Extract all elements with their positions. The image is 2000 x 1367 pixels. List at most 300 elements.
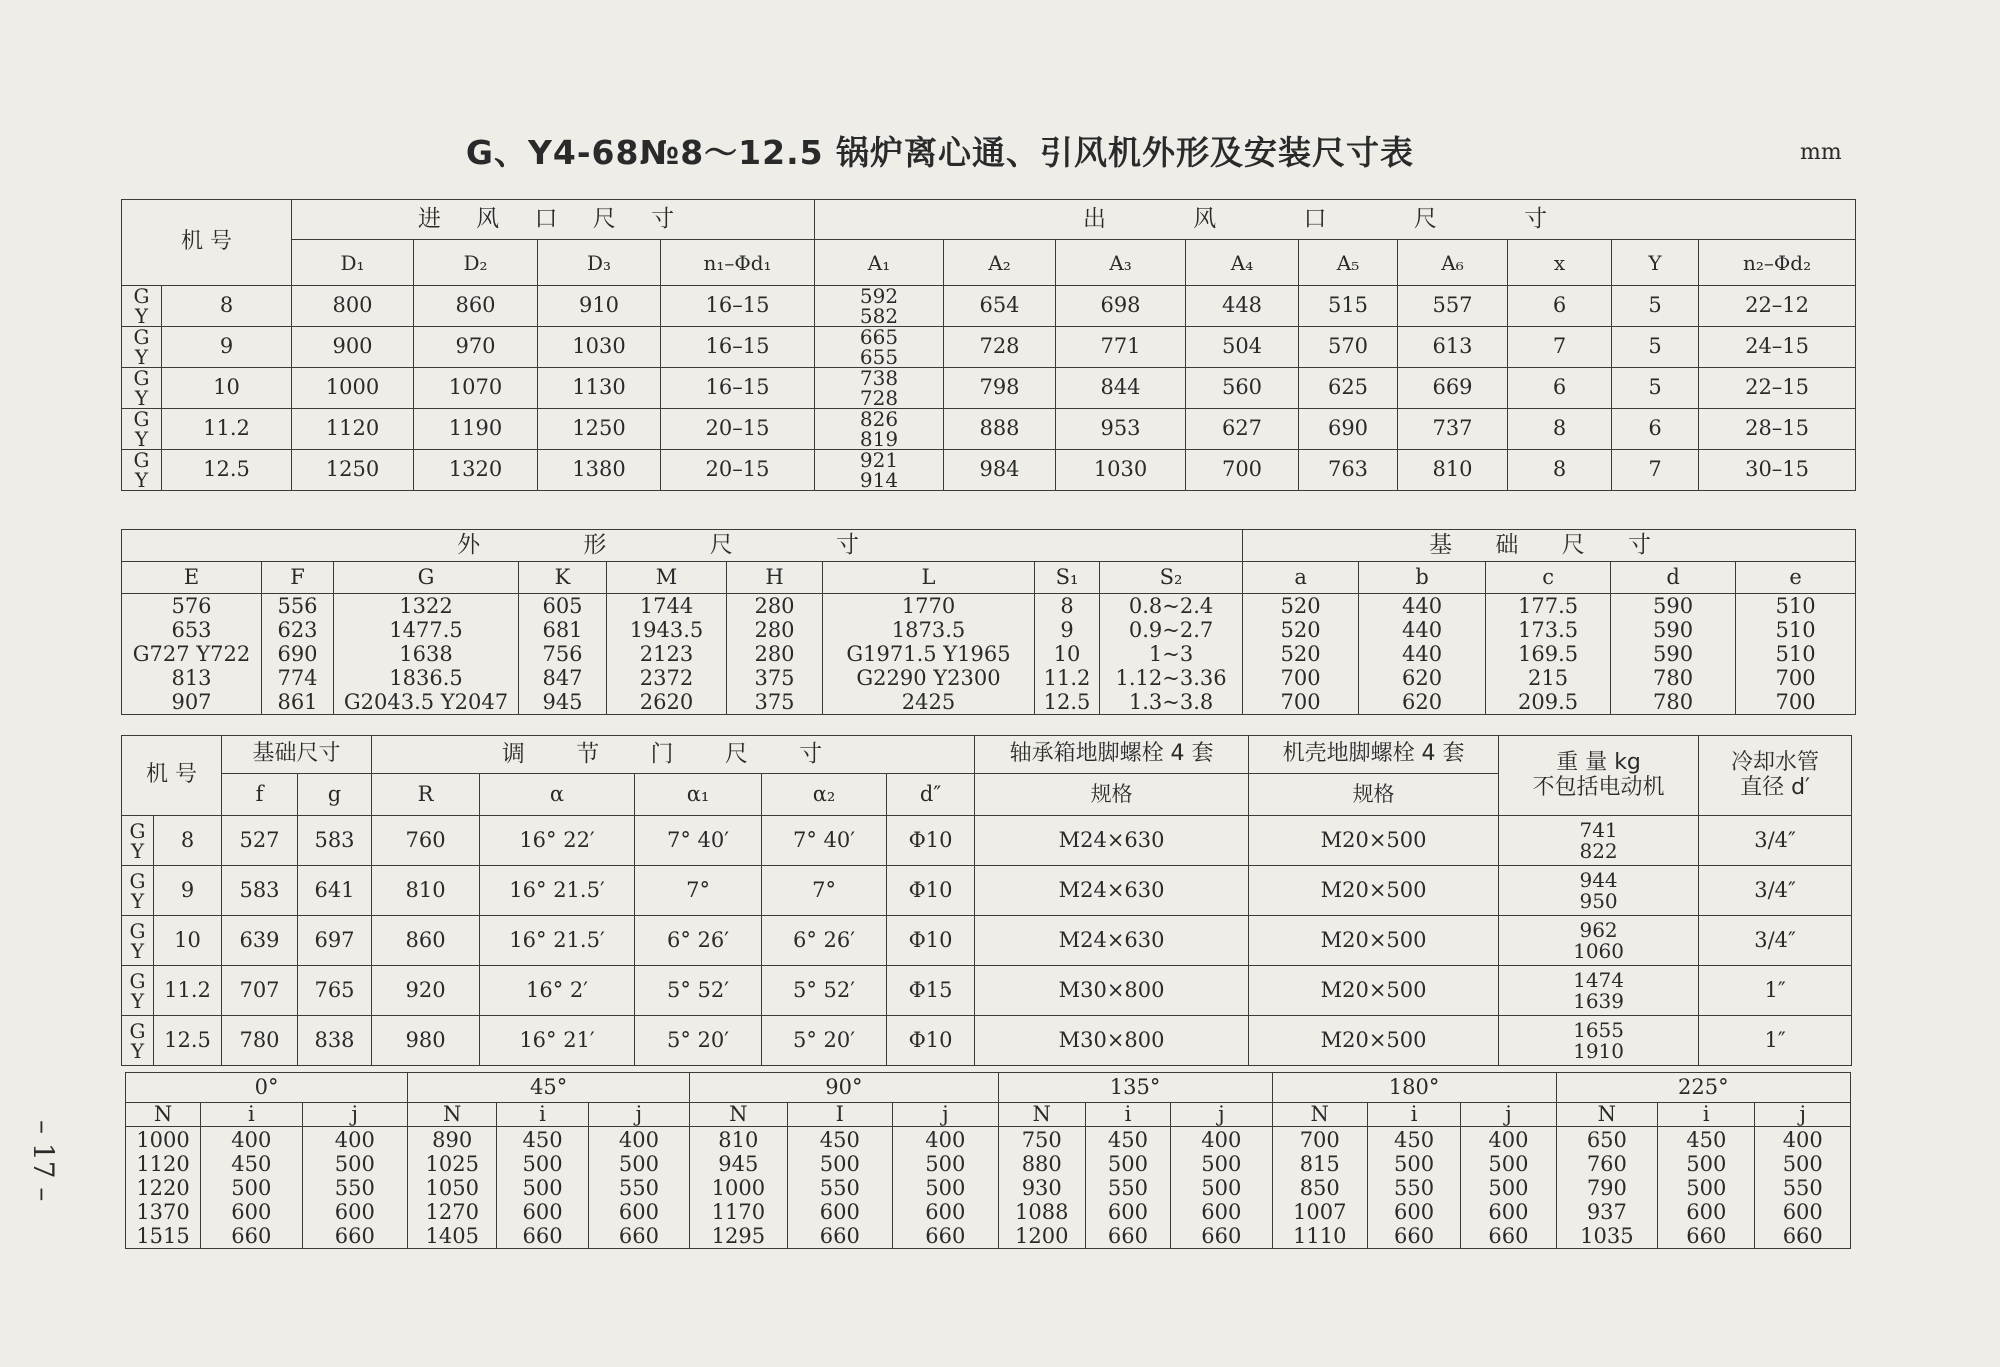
header-foundation: 基础尺寸 [222,736,372,774]
table-cell: 8 [1508,409,1612,450]
table-cell: Φ10 [887,816,975,866]
col-header: E [122,562,262,594]
table-column-values [1611,594,1736,715]
table-cell: 760 [372,816,480,866]
table-cell: 10 [1053,642,1081,666]
table-cell: 741 822 [1499,816,1699,866]
table-cell: 1515 [136,1223,190,1248]
col-header: D₂ [414,240,538,286]
table-cell: 1250 [538,409,661,450]
col-header: A₁ [815,240,944,286]
gy-cell: G Y [122,866,154,916]
table-column-values [588,1127,689,1249]
table-cell: 707 [222,966,298,1016]
table-cell: 1295 [711,1223,766,1248]
table-cell: 771 [1056,327,1186,368]
header-damper: 调 节 门 尺 寸 [372,736,975,774]
header-casing-bolts: 机壳地脚螺栓 4 套 [1249,736,1499,774]
table-cell: 813 [171,666,212,690]
table-cell: 22–15 [1699,368,1856,409]
table-cell: 400 [925,1127,966,1152]
table-cell: G2043.5 Y2047 [343,690,509,714]
table-cell: 173.5 [1518,618,1579,642]
table-cell: 625 [1299,368,1398,409]
table-cell: 1322 [399,594,453,618]
table-cell: 1088 [1015,1199,1069,1224]
header-outer-dims: 外 形 尺 寸 [122,530,1243,562]
table-cell: 177.5 [1518,594,1579,618]
table-cell: M20×500 [1249,866,1499,916]
table-cell: G2290 Y2300 [856,666,1001,690]
table-cell: 737 [1398,409,1508,450]
table-cell: 790 [1586,1175,1627,1200]
table-cell: 738 728 [815,368,944,409]
table-cell: 280 [754,618,795,642]
table-cell: 697 [298,916,372,966]
header-cooling-pipe: 冷却水管 直径 d′ [1699,736,1852,816]
table-cell: 600 [1394,1199,1435,1224]
table-cell: 6 [1508,286,1612,327]
table-cell: 930 [1021,1175,1062,1200]
table-cell: 6 [1508,368,1612,409]
col-header: N [126,1103,201,1127]
table-cell: 550 [1782,1175,1823,1200]
table-cell: M24×630 [975,916,1249,966]
table-cell: 937 [1586,1199,1627,1224]
table-cell: 669 [1398,368,1508,409]
table-cell: 500 [1394,1151,1435,1176]
table-cell: 860 [414,286,538,327]
table-cell: 450 [819,1127,860,1152]
table-cell: 698 [1056,286,1186,327]
table-row [122,916,1852,966]
table-column-values [1367,1127,1460,1249]
table-cell: 600 [1107,1199,1149,1224]
table-cell: 450 [1394,1127,1435,1152]
gy-cell: G Y [122,327,162,368]
table-cell: 2123 [639,642,694,666]
table-cell: 1035 [1580,1223,1634,1248]
table-cell: M30×800 [975,1016,1249,1066]
table-cell: 1250 [292,450,414,491]
table-cell: 400 [1201,1127,1242,1152]
table-cell: 448 [1186,286,1299,327]
table-cell: 500 [1782,1151,1823,1176]
gy-cell: G Y [122,966,154,1016]
table-cell: 838 [298,1016,372,1066]
table-cell: 907 [171,690,212,714]
table-cell: 641 [298,866,372,916]
table-cell: 8 [1508,450,1612,491]
col-header: j [1461,1103,1556,1127]
table-cell: 605 [542,594,583,618]
table-cell: 550 [618,1175,659,1200]
angle-header: 225° [1556,1073,1850,1103]
table-cell: 780 [1653,690,1694,714]
col-header: G [334,562,519,594]
table-cell: 504 [1186,327,1299,368]
table-cell: 280 [754,594,795,618]
table-cell: 660 [1782,1223,1823,1248]
table-cell: 1370 [136,1199,190,1224]
col-header: n₂–Φd₂ [1699,240,1856,286]
angle-header: 180° [1272,1073,1556,1103]
table-cell: 1110 [1293,1223,1347,1248]
table-cell: 9 [1060,618,1074,642]
table-cell: 30–15 [1699,450,1856,491]
table-cell: 1120 [136,1151,190,1176]
col-header: b [1359,562,1486,594]
table-row [122,286,1856,327]
inlet-outlet-table [121,199,1856,491]
table-cell: 576 [171,594,212,618]
table-cell: 2425 [901,690,956,714]
table-cell: 653 [171,618,212,642]
col-header: x [1508,240,1612,286]
table-cell: 810 [1398,450,1508,491]
table-cell: 375 [754,666,795,690]
table-cell: 810 [372,866,480,916]
model-number: 8 [154,816,222,866]
gy-cell: G Y [122,409,162,450]
table-cell: 660 [1201,1223,1242,1248]
table-cell: 6° 26′ [762,916,887,966]
col-header: c [1486,562,1611,594]
table-cell: 660 [231,1223,272,1248]
table-cell: 600 [618,1199,659,1224]
table-cell: M20×500 [1249,816,1499,866]
table-cell: 900 [292,327,414,368]
table-cell: 681 [542,618,583,642]
col-header: i [201,1103,302,1127]
table-cell: 600 [819,1199,860,1224]
table-column-values [823,594,1035,715]
table-cell: 440 [1402,642,1443,666]
table-cell: M20×500 [1249,966,1499,1016]
table-row [122,816,1852,866]
table-column-values [998,1127,1085,1249]
table-cell: 500 [231,1175,272,1200]
gy-cell: G Y [122,368,162,409]
table-cell: 728 [944,327,1056,368]
table-cell: 600 [1782,1199,1823,1224]
table-column-values [201,1127,302,1249]
table-cell: 760 [1586,1151,1627,1176]
table-cell: M20×500 [1249,1016,1499,1066]
col-header: S₂ [1100,562,1243,594]
table-cell: 500 [1488,1175,1529,1200]
table-cell: 500 [522,1151,563,1176]
table-cell: 7° [762,866,887,916]
table-cell: 16–15 [661,286,815,327]
table-cell: 400 [618,1127,659,1152]
table-cell: 440 [1402,618,1443,642]
table-cell: 1050 [425,1175,479,1200]
table-cell: 20–15 [661,409,815,450]
col-header: D₁ [292,240,414,286]
table-cell: 962 1060 [1499,916,1699,966]
col-header: A₂ [944,240,1056,286]
table-cell: 440 [1402,594,1443,618]
table-cell: 1007 [1293,1199,1347,1224]
col-header: j [1755,1103,1851,1127]
table-cell: 660 [618,1223,659,1248]
table-cell: 22–12 [1699,286,1856,327]
table-cell: 623 [277,618,318,642]
table-cell: 557 [1398,286,1508,327]
table-column-values [1035,594,1100,715]
table-cell: 1380 [538,450,661,491]
col-header: S₁ [1035,562,1100,594]
table-cell: 375 [754,690,795,714]
table-cell: 280 [754,642,795,666]
table-cell: 600 [925,1199,966,1224]
table-cell: 880 [1021,1151,1062,1176]
table-cell: 500 [1201,1175,1242,1200]
damper-bolt-table [121,735,1852,1066]
table-cell: 800 [292,286,414,327]
table-cell: M24×630 [975,816,1249,866]
table-cell: 6 [1612,409,1699,450]
table-cell: 500 [522,1175,563,1200]
table-cell: 5 [1612,327,1699,368]
table-cell: 654 [944,286,1056,327]
table-cell: 1836.5 [389,666,463,690]
table-column-values [1658,1127,1755,1249]
table-cell: 1025 [425,1151,479,1176]
table-cell: 600 [1488,1199,1529,1224]
col-header: g [298,774,372,816]
table-cell: 756 [542,642,583,666]
table-cell: 5° 52′ [635,966,762,1016]
table-row [122,866,1852,916]
table-cell: 1170 [711,1199,766,1224]
table-cell: 16° 21.5′ [480,866,635,916]
gy-cell: G Y [122,450,162,491]
table-cell: 7° 40′ [635,816,762,866]
table-cell: 1200 [1015,1223,1069,1248]
gy-cell: G Y [122,1016,154,1066]
model-number: 12.5 [154,1016,222,1066]
table-column-values [787,1127,893,1249]
col-header: N [690,1103,787,1127]
table-column-values [519,594,607,715]
table-cell: 639 [222,916,298,966]
table-cell: 650 [1586,1127,1627,1152]
table-cell: 945 [542,690,583,714]
table-cell: 400 [1488,1127,1529,1152]
table-cell: 450 [522,1127,563,1152]
model-number: 11.2 [162,409,292,450]
table-column-values [334,594,519,715]
table-column-values [1243,594,1359,715]
table-cell: G1971.5 Y1965 [846,642,1011,666]
table-cell: 700 [1280,666,1321,690]
table-cell: 515 [1299,286,1398,327]
table-cell: 500 [1201,1151,1242,1176]
table-cell: 550 [1394,1175,1435,1200]
table-cell: 1030 [538,327,661,368]
table-cell: 5 [1612,368,1699,409]
model-number: 12.5 [162,450,292,491]
table-cell: 660 [1488,1223,1529,1248]
col-header: a [1243,562,1359,594]
table-cell: 1″ [1699,1016,1852,1066]
table-cell: 500 [819,1151,860,1176]
table-column-values [1755,1127,1851,1249]
table-cell: 861 [277,690,318,714]
model-number: 10 [162,368,292,409]
table-column-values [497,1127,588,1249]
col-header: D₃ [538,240,661,286]
col-header: A₅ [1299,240,1398,286]
table-cell: 520 [1280,618,1321,642]
table-cell: 690 [1299,409,1398,450]
table-cell: 16° 2′ [480,966,635,1016]
col-header: d″ [887,774,975,816]
table-cell: 400 [231,1127,272,1152]
col-header: d [1611,562,1736,594]
table-cell: 1.3~3.8 [1128,690,1214,714]
table-cell: 7 [1612,450,1699,491]
col-header: 规格 [975,774,1249,816]
table-cell: 600 [1201,1199,1242,1224]
table-cell: 945 [718,1151,759,1176]
col-header: K [519,562,607,594]
table-cell: 7 [1508,327,1612,368]
col-header: H [727,562,823,594]
table-cell: 16° 21′ [480,1016,635,1066]
table-row [122,409,1856,450]
table-column-values [607,594,727,715]
table-cell: 700 [1280,690,1321,714]
table-cell: 844 [1056,368,1186,409]
col-header: e [1736,562,1856,594]
model-number: 10 [154,916,222,966]
table-cell: 20–15 [661,450,815,491]
table-cell: 450 [1107,1127,1149,1152]
col-header: F [262,562,334,594]
table-cell: 1130 [538,368,661,409]
col-header: A₄ [1186,240,1299,286]
table-cell: 613 [1398,327,1508,368]
table-cell: 620 [1402,690,1443,714]
table-cell: 169.5 [1518,642,1579,666]
table-cell: 1030 [1056,450,1186,491]
table-cell: 1070 [414,368,538,409]
col-header: i [1367,1103,1460,1127]
model-number: 9 [154,866,222,916]
table-cell: 1873.5 [891,618,966,642]
angle-header: 90° [690,1073,998,1103]
table-cell: 780 [222,1016,298,1066]
table-cell: 24–15 [1699,327,1856,368]
table-cell: 780 [1653,666,1694,690]
table-cell: 400 [1782,1127,1823,1152]
angle-header: 135° [998,1073,1272,1103]
table-cell: 500 [1107,1151,1149,1176]
col-header: N [998,1103,1085,1127]
table-cell: 1943.5 [629,618,704,642]
table-cell: 815 [1299,1151,1340,1176]
col-header: L [823,562,1035,594]
table-row [122,1016,1852,1066]
table-cell: 980 [372,1016,480,1066]
table-cell: 1638 [399,642,453,666]
table-cell: 600 [231,1199,272,1224]
table-cell: 510 [1775,618,1816,642]
table-cell: 1000 [711,1175,766,1200]
table-cell: 556 [277,594,318,618]
table-cell: 28–15 [1699,409,1856,450]
table-cell: 1190 [414,409,538,450]
table-column-values [1736,594,1856,715]
table-cell: 600 [522,1199,563,1224]
table-cell: 700 [1299,1127,1340,1152]
table-row [122,327,1856,368]
table-cell: 8 [1060,594,1074,618]
table-cell: 215 [1528,666,1569,690]
table-cell: 660 [925,1223,966,1248]
table-cell: 1000 [136,1127,190,1152]
header-foundation-dims: 基 础 尺 寸 [1243,530,1856,562]
col-header: M [607,562,727,594]
table-column-values [1171,1127,1272,1249]
table-column-values [1085,1127,1170,1249]
table-cell: 16–15 [661,327,815,368]
table-cell: 16° 22′ [480,816,635,866]
table-cell: 620 [1402,666,1443,690]
table-cell: 510 [1775,594,1816,618]
col-header: j [302,1103,408,1127]
table-cell: 16–15 [661,368,815,409]
table-cell: 500 [618,1151,659,1176]
table-cell: Φ10 [887,916,975,966]
col-header: A₆ [1398,240,1508,286]
table-cell: 984 [944,450,1056,491]
table-cell: 1477.5 [389,618,463,642]
unit-label: mm [1800,140,1842,165]
table-row [122,450,1856,491]
col-header: Y [1612,240,1699,286]
table-cell: 500 [1686,1151,1727,1176]
angle-header: 45° [408,1073,690,1103]
table-cell: 1270 [425,1199,479,1224]
table-cell: 12.5 [1043,690,1091,714]
table-cell: 5° 52′ [762,966,887,1016]
col-header: j [588,1103,689,1127]
table-cell: 16° 21.5′ [480,916,635,966]
table-cell: 1.12~3.36 [1115,666,1227,690]
table-cell: 690 [277,642,318,666]
col-header: N [408,1103,497,1127]
table-cell: 560 [1186,368,1299,409]
table-cell: 3/4″ [1699,866,1852,916]
table-cell: 970 [414,327,538,368]
table-cell: 798 [944,368,1056,409]
table-cell: 3/4″ [1699,816,1852,866]
table-cell: M30×800 [975,966,1249,1016]
table-cell: 600 [1686,1199,1727,1224]
table-row [122,368,1856,409]
table-cell: 826 819 [815,409,944,450]
table-cell: Φ10 [887,1016,975,1066]
table-row [122,966,1852,1016]
table-cell: 750 [1021,1127,1062,1152]
table-column-values [1100,594,1243,715]
table-cell: 860 [372,916,480,966]
table-cell: 550 [819,1175,860,1200]
